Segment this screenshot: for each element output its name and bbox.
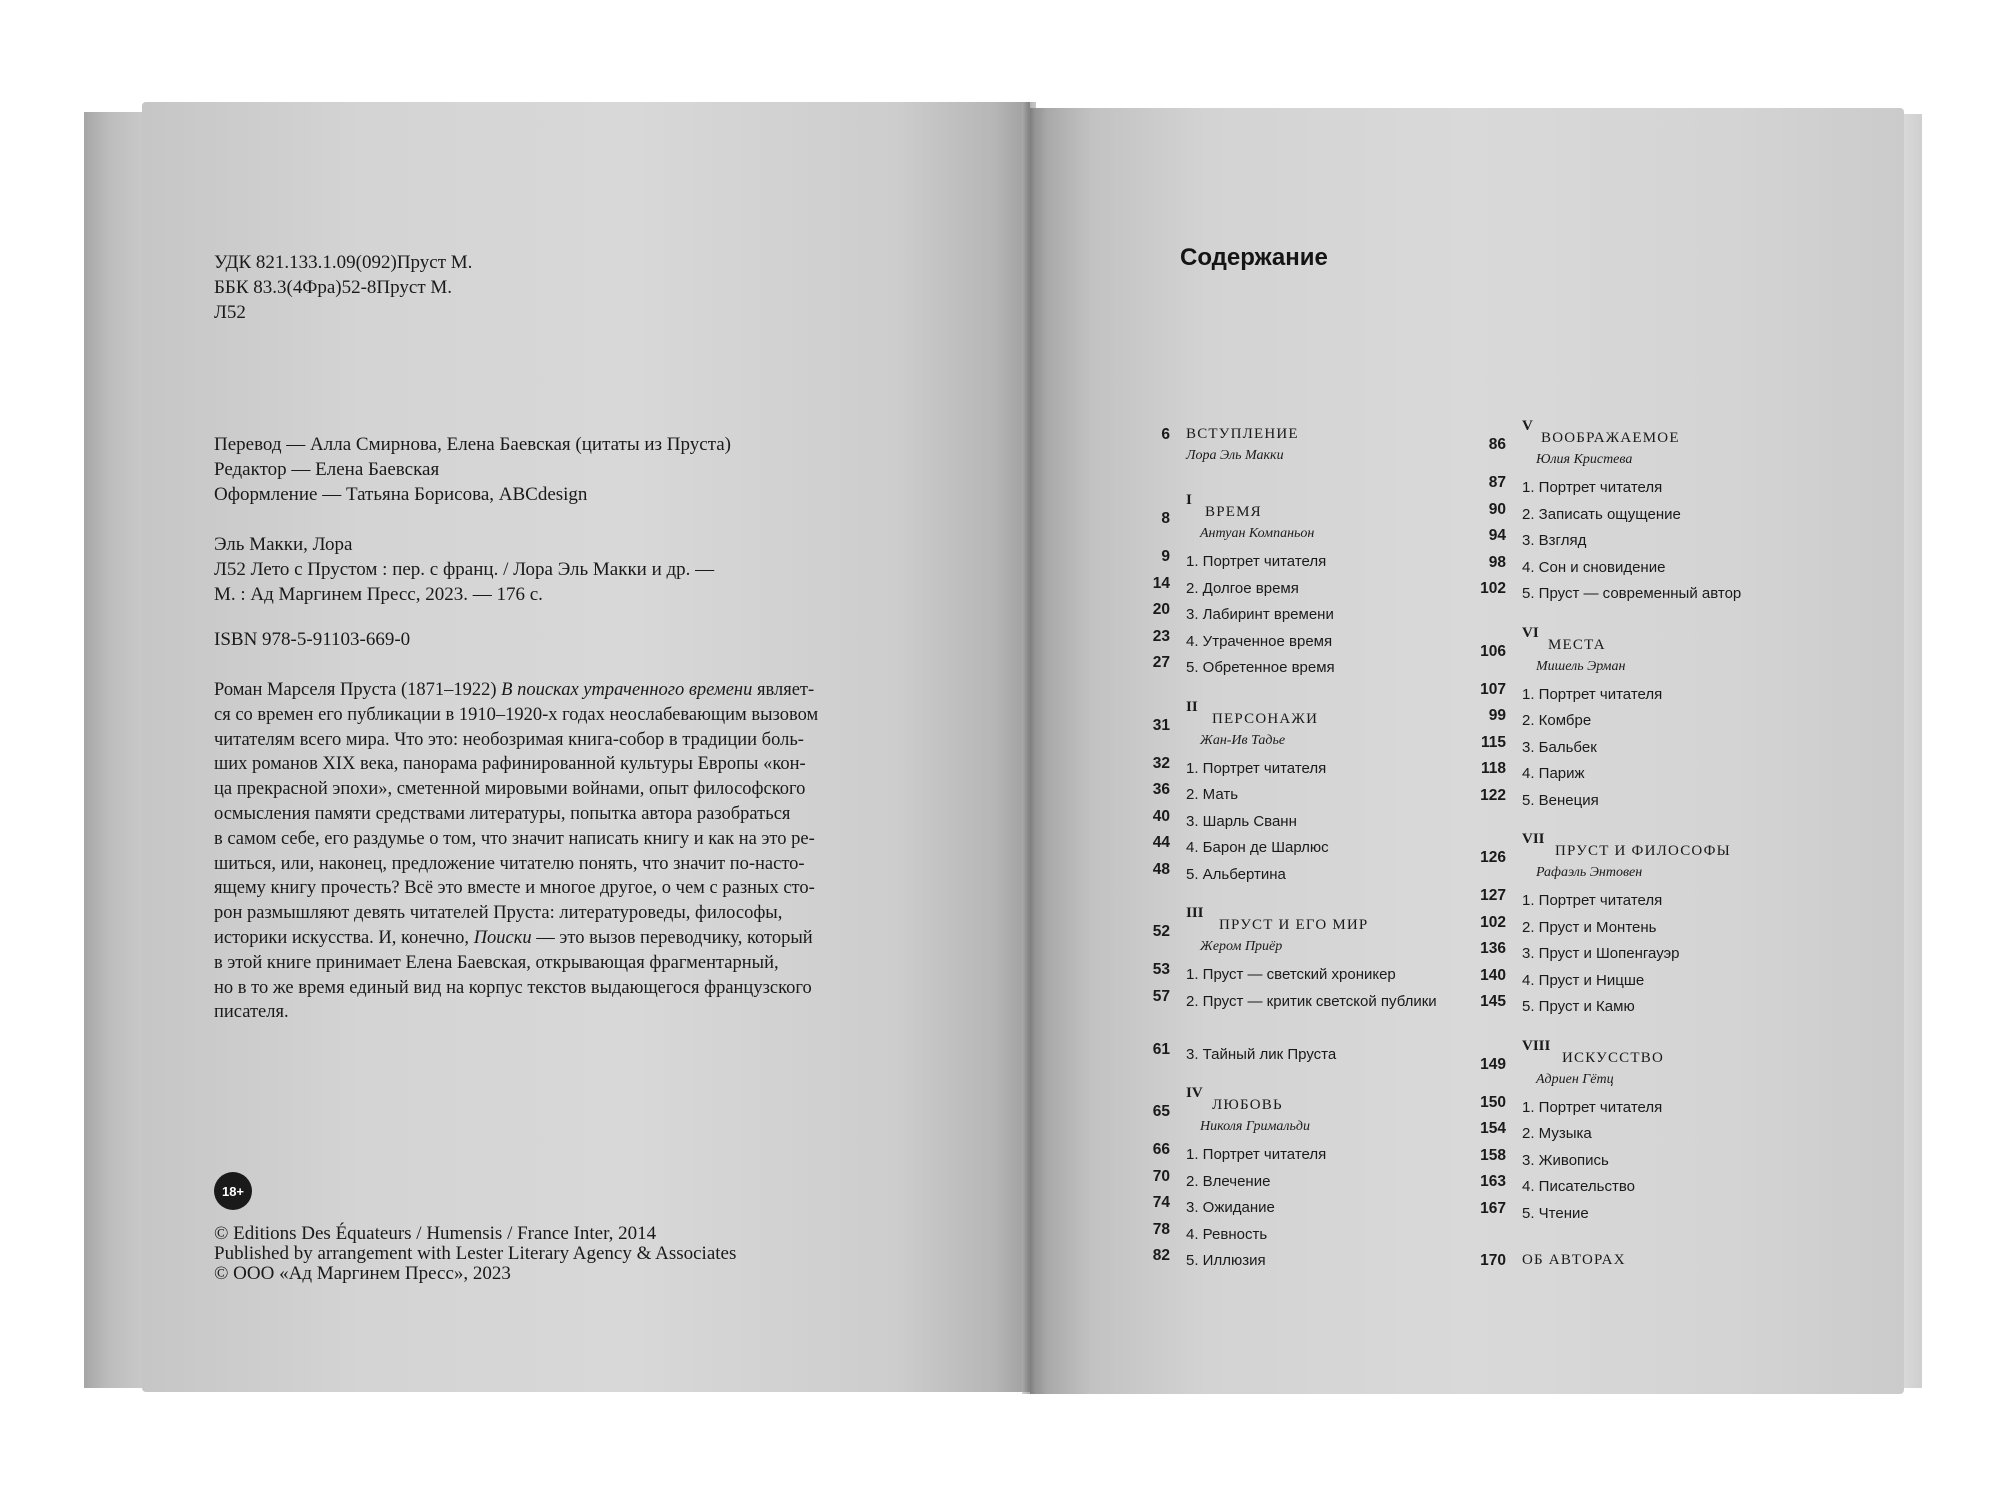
toc-entry-page-number: 150 bbox=[1480, 1093, 1506, 1111]
toc-part-heading bbox=[1476, 418, 1806, 474]
toc-entry bbox=[1476, 993, 1806, 1020]
toc-entry bbox=[1140, 781, 1480, 808]
toc-entry-title: 2. Мать bbox=[1186, 786, 1239, 803]
toc-page-number: 8 bbox=[1161, 510, 1170, 527]
toc-entry-page-number: 107 bbox=[1480, 680, 1506, 698]
copyright-line: Published by arrangement with Lester Literary Agency & Associates bbox=[214, 1243, 737, 1264]
toc-entry-title: 1. Портрет читателя bbox=[1522, 1098, 1663, 1116]
toc-entry-page-number: 154 bbox=[1480, 1120, 1506, 1137]
toc-entry bbox=[1140, 1168, 1480, 1195]
toc-part-title: МЕСТА bbox=[1548, 636, 1606, 653]
toc-entry-page-number: 127 bbox=[1480, 887, 1506, 904]
toc-entry-title: 5. Венеция bbox=[1522, 791, 1599, 809]
toc-entry-page-number: 36 bbox=[1152, 781, 1170, 798]
annotation-line: ся со времен его публикации в 1910–1920-х годах неослабевающим вызовом bbox=[214, 704, 819, 725]
toc-part-title: ОБ АВТОРАХ bbox=[1522, 1252, 1626, 1268]
toc-entry bbox=[1476, 580, 1806, 607]
toc-entry-title: 3. Шарль Сванн bbox=[1186, 812, 1297, 830]
author-mark-line: Л52 bbox=[214, 302, 246, 323]
toc-page-number: 86 bbox=[1488, 436, 1506, 453]
toc-entry bbox=[1140, 1247, 1480, 1274]
bbk-line: ББК 83.3(4Фра)52-8Пруст М. bbox=[214, 277, 453, 298]
toc-part-author: Антуан Компаньон bbox=[1200, 526, 1315, 541]
toc-entry-title: 1. Пруст — светский хроникер bbox=[1186, 966, 1396, 983]
toc-entry bbox=[1476, 914, 1806, 941]
toc-part bbox=[1476, 624, 1806, 814]
toc-part bbox=[1140, 1085, 1480, 1274]
toc-entry-page-number: 90 bbox=[1488, 500, 1506, 518]
toc-entry-page-number: 48 bbox=[1152, 860, 1170, 878]
copyright-line: © ООО «Ад Маргинем Пресс», 2023 bbox=[214, 1263, 511, 1284]
toc-part-author: Николя Гримальди bbox=[1200, 1119, 1310, 1134]
toc-entry bbox=[1140, 575, 1480, 602]
toc-entry-title: 1. Портрет читателя bbox=[1522, 892, 1663, 909]
editor-line: Редактор — Елена Баевская bbox=[214, 459, 440, 480]
right-page bbox=[1030, 108, 1904, 1394]
toc-entry-title: 1. Портрет читателя bbox=[1186, 1146, 1327, 1163]
toc-entry bbox=[1140, 755, 1480, 782]
toc-entry-title: 5. Иллюзия bbox=[1186, 1252, 1266, 1269]
toc-entry-title: 1. Портрет читателя bbox=[1186, 759, 1327, 777]
udk-line: УДК 821.133.1.09(092)Пруст М. bbox=[214, 252, 473, 273]
toc-part-heading bbox=[1140, 698, 1480, 755]
annotation-text: — это вызов переводчику, который bbox=[531, 927, 813, 948]
annotation-line: осмысления памяти средствами литературы, попытка автора разобраться bbox=[214, 803, 791, 824]
toc-entry-page-number: 94 bbox=[1488, 527, 1506, 544]
toc-entry bbox=[1476, 554, 1806, 581]
toc-entry bbox=[1476, 1094, 1806, 1121]
toc-entry-page-number: 136 bbox=[1480, 940, 1506, 957]
toc-part-author: Рафаэль Энтовен bbox=[1536, 865, 1643, 880]
toc-entry bbox=[1140, 961, 1480, 988]
toc-entry-page-number: 99 bbox=[1488, 707, 1506, 724]
toc-part bbox=[1140, 426, 1480, 474]
toc-entry bbox=[1140, 1194, 1480, 1221]
toc-entry bbox=[1140, 601, 1480, 628]
toc-entry bbox=[1140, 1041, 1480, 1068]
toc-part-title: ВРЕМЯ bbox=[1205, 504, 1262, 520]
toc-part-heading bbox=[1476, 1037, 1806, 1094]
toc-entry bbox=[1140, 1141, 1480, 1168]
toc-entry bbox=[1476, 527, 1806, 554]
bibliographic-block bbox=[214, 532, 714, 607]
age-rating-badge: 18+ bbox=[214, 1172, 252, 1210]
toc-part-numeral: IV bbox=[1186, 1085, 1203, 1101]
toc-page-number: 106 bbox=[1480, 642, 1506, 660]
toc-part-title: ИСКУССТВО bbox=[1562, 1049, 1664, 1066]
toc-page-number: 52 bbox=[1152, 923, 1170, 940]
toc-entry-page-number: 122 bbox=[1480, 786, 1506, 804]
toc-entry bbox=[1476, 1120, 1806, 1147]
toc-part-title: ПРУСТ И ЕГО МИР bbox=[1219, 917, 1369, 933]
toc-entry-title: 5. Альбертина bbox=[1186, 865, 1286, 883]
toc-entry-page-number: 66 bbox=[1152, 1141, 1170, 1158]
toc-part-numeral: VI bbox=[1522, 624, 1539, 641]
toc-part-author: Жером Приёр bbox=[1200, 939, 1283, 954]
toc-entry bbox=[1140, 654, 1480, 681]
toc-entry bbox=[1476, 887, 1806, 914]
book-spine bbox=[1022, 102, 1036, 1394]
annotation-text: историки искусства. И, конечно, bbox=[214, 927, 474, 948]
toc-entry-title: 4. Париж bbox=[1522, 765, 1585, 782]
toc-entry-page-number: 78 bbox=[1152, 1220, 1170, 1238]
poiski-italic: Поиски bbox=[473, 927, 532, 948]
toc-entry-title: 2. Долгое время bbox=[1186, 579, 1299, 597]
toc-part-heading bbox=[1476, 624, 1806, 681]
toc-part bbox=[1476, 1037, 1806, 1227]
toc-entry bbox=[1140, 861, 1480, 888]
toc-entry-title: 2. Записать ощущение bbox=[1522, 505, 1681, 523]
toc-part-numeral: III bbox=[1186, 905, 1204, 921]
toc-entry-page-number: 32 bbox=[1152, 754, 1170, 772]
annotation-text: Роман Марселя Пруста (1871–1922) bbox=[214, 680, 502, 700]
annotation-line: ших романов XIX века, панорама рафинированной культуры Европы «кон- bbox=[214, 754, 806, 775]
annotation-line bbox=[214, 678, 866, 703]
toc-entry-title: 3. Тайный лик Пруста bbox=[1186, 1045, 1337, 1063]
toc-entry-page-number: 53 bbox=[1152, 961, 1170, 978]
toc-part-title: ВСТУПЛЕНИЕ bbox=[1186, 426, 1299, 442]
toc-entry bbox=[1140, 548, 1480, 575]
annotation-line: рон размышляют девять читателей Пруста: литературоведы, философы, bbox=[214, 903, 783, 924]
toc-part-numeral: I bbox=[1186, 492, 1192, 508]
copyright-line: © Editions Des Équateurs / Humensis / France Inter, 2014 bbox=[214, 1223, 657, 1244]
toc-part-numeral: VII bbox=[1522, 831, 1545, 847]
toc-entry-title: 3. Лабиринт времени bbox=[1186, 606, 1334, 623]
toc-entry-page-number: 140 bbox=[1480, 966, 1506, 984]
toc-entry-page-number: 9 bbox=[1161, 548, 1170, 565]
toc-entry bbox=[1476, 787, 1806, 814]
toc-part-title: ПЕРСОНАЖИ bbox=[1212, 710, 1319, 727]
toc-entry bbox=[1140, 628, 1480, 655]
toc-part-title: ЛЮБОВЬ bbox=[1212, 1097, 1283, 1113]
toc-entry-title: 3. Бальбек bbox=[1522, 738, 1597, 756]
toc-entry-title: 3. Взгляд bbox=[1522, 532, 1587, 549]
toc-part-author: Адриен Гётц bbox=[1536, 1071, 1614, 1087]
toc-page-number: 6 bbox=[1161, 426, 1170, 443]
toc-entry-page-number: 44 bbox=[1152, 834, 1170, 851]
annotation-line: шиться, или, наконец, предложение читателю понять, что значит по-насто- bbox=[214, 853, 805, 874]
bib-title: Л52 Лето с Прустом : пер. с франц. / Лора Эль Макки и др. — bbox=[214, 559, 715, 580]
toc-entry bbox=[1476, 707, 1806, 734]
toc-entry-page-number: 14 bbox=[1152, 574, 1170, 592]
toc-about-authors bbox=[1476, 1252, 1806, 1278]
toc-entry bbox=[1476, 940, 1806, 967]
toc-part-heading bbox=[1140, 426, 1480, 474]
toc-entry-page-number: 61 bbox=[1152, 1040, 1170, 1058]
toc-entry-title: 2. Влечение bbox=[1186, 1172, 1271, 1190]
toc-entry bbox=[1476, 474, 1806, 501]
toc-entry-page-number: 87 bbox=[1488, 474, 1506, 491]
toc-entry-title: 3. Ожидание bbox=[1186, 1199, 1275, 1216]
toc-entry-page-number: 27 bbox=[1152, 654, 1170, 671]
toc-entry-title: 2. Комбре bbox=[1522, 712, 1592, 729]
toc-entry-page-number: 158 bbox=[1480, 1146, 1506, 1164]
toc-part-author: Жан-Ив Тадье bbox=[1200, 732, 1286, 748]
toc-entry bbox=[1476, 1147, 1806, 1174]
annotation-line: в этой книге принимает Елена Баевская, открывающая фрагментарный, bbox=[214, 952, 779, 973]
toc-entry-page-number: 167 bbox=[1480, 1199, 1506, 1217]
design-line: Оформление — Татьяна Борисова, ABCdesign bbox=[214, 484, 588, 505]
book-title-italic: В поисках утраченного времени bbox=[501, 680, 753, 700]
annotation-text: являет- bbox=[752, 680, 815, 700]
page-stack-left bbox=[84, 112, 144, 1388]
toc-entry-title: 2. Пруст — критик светской публики bbox=[1186, 992, 1437, 1010]
toc-part bbox=[1140, 698, 1480, 888]
toc-part bbox=[1476, 418, 1806, 607]
toc-entry-title: 1. Портрет читателя bbox=[1522, 685, 1663, 703]
toc-part bbox=[1476, 831, 1806, 1020]
toc-part bbox=[1140, 492, 1480, 681]
toc-entry-page-number: 145 bbox=[1480, 993, 1506, 1010]
annotation-line: но в то же время единый вид на корпус текстов выдающегося французского bbox=[214, 977, 812, 998]
toc-part-author: Юлия Кристева bbox=[1536, 452, 1633, 467]
toc-page-number: 126 bbox=[1480, 849, 1506, 866]
isbn: ISBN 978-5-91103-669-0 bbox=[214, 629, 411, 650]
toc-page-number: 149 bbox=[1480, 1055, 1506, 1073]
toc-entry-page-number: 57 bbox=[1152, 987, 1170, 1005]
annotation bbox=[214, 678, 866, 1025]
toc-entry-title: 4. Барон де Шарлюс bbox=[1186, 839, 1329, 856]
toc-part-numeral: II bbox=[1186, 698, 1198, 715]
toc-entry-page-number: 102 bbox=[1480, 580, 1506, 597]
toc-page-number: 170 bbox=[1480, 1252, 1506, 1269]
toc-entry-page-number: 118 bbox=[1480, 760, 1506, 777]
left-page bbox=[142, 102, 1030, 1392]
toc-entry-title: 4. Утраченное время bbox=[1186, 632, 1333, 650]
toc-entry-page-number: 102 bbox=[1480, 913, 1506, 931]
toc-entry bbox=[1476, 1173, 1806, 1200]
toc-entry bbox=[1476, 681, 1806, 708]
toc-part-heading bbox=[1140, 905, 1480, 961]
toc-entry-title: 3. Живопись bbox=[1522, 1151, 1609, 1169]
toc-part-heading bbox=[1140, 1085, 1480, 1141]
toc-part-numeral: V bbox=[1522, 418, 1533, 434]
toc-entry-page-number: 115 bbox=[1480, 733, 1506, 751]
toc-entry bbox=[1476, 501, 1806, 528]
toc-page-number: 65 bbox=[1152, 1103, 1170, 1120]
toc-entry-title: 4. Сон и сновидение bbox=[1522, 558, 1666, 576]
annotation-line bbox=[214, 926, 866, 951]
toc-entry-title: 5. Пруст и Камю bbox=[1522, 998, 1635, 1015]
toc-entry-page-number: 163 bbox=[1480, 1173, 1506, 1190]
annotation-line: ящему книгу прочесть? Всё это вместе и многое другое, о чем с разных сто- bbox=[214, 878, 815, 899]
toc-entry-title: 1. Портрет читателя bbox=[1186, 553, 1327, 570]
toc-entry-page-number: 98 bbox=[1488, 553, 1506, 571]
toc-entry bbox=[1140, 988, 1480, 1041]
toc-entry-page-number: 70 bbox=[1152, 1167, 1170, 1185]
toc-entry bbox=[1140, 834, 1480, 861]
toc-page-number: 31 bbox=[1152, 716, 1170, 734]
annotation-line: ца прекрасной эпохи», сметенной мировыми войнами, опыт философского bbox=[214, 779, 806, 800]
toc-entry-title: 3. Пруст и Шопенгауэр bbox=[1522, 945, 1680, 962]
toc-part-title: ВООБРАЖАЕМОЕ bbox=[1541, 430, 1680, 446]
toc-entry bbox=[1476, 760, 1806, 787]
toc-entry-title: 5. Чтение bbox=[1522, 1204, 1589, 1222]
toc-entry bbox=[1140, 1221, 1480, 1248]
annotation-line: писателя. bbox=[214, 1002, 289, 1023]
toc-entry-title: 1. Портрет читателя bbox=[1522, 479, 1663, 496]
toc-entry-page-number: 82 bbox=[1152, 1247, 1170, 1264]
translator-line: Перевод — Алла Смирнова, Елена Баевская (цитаты из Пруста) bbox=[214, 434, 731, 455]
toc-entry bbox=[1476, 1200, 1806, 1227]
bib-author: Эль Макки, Лора bbox=[214, 534, 353, 555]
credits-block bbox=[214, 432, 731, 507]
toc-part-title: ПРУСТ И ФИЛОСОФЫ bbox=[1555, 843, 1731, 859]
toc-part-heading bbox=[1476, 831, 1806, 887]
toc-entry-title: 5. Обретенное время bbox=[1186, 659, 1335, 676]
udk-block bbox=[214, 250, 472, 325]
toc-entry-title: 4. Ревность bbox=[1186, 1225, 1268, 1243]
toc-title: Содержание bbox=[1180, 244, 1328, 271]
annotation-line: в самом себе, его раздумье о том, что значит написать книгу и как на это ре- bbox=[214, 828, 815, 849]
bib-publisher: М. : Ад Маргинем Пресс, 2023. — 176 с. bbox=[214, 584, 543, 605]
toc-part-heading bbox=[1140, 492, 1480, 548]
toc-column-1 bbox=[1140, 426, 1480, 1300]
toc-part bbox=[1140, 905, 1480, 1067]
toc-entry-title: 5. Пруст — современный автор bbox=[1522, 585, 1742, 602]
toc-part-author: Мишель Эрман bbox=[1536, 658, 1626, 674]
annotation-line: читателям всего мира. Что это: необозримая книга-собор в традиции боль- bbox=[214, 729, 804, 750]
toc-part-author: Лора Эль Макки bbox=[1186, 448, 1284, 463]
toc-entry-title: 2. Пруст и Монтень bbox=[1522, 918, 1657, 936]
toc-entry-page-number: 20 bbox=[1152, 601, 1170, 618]
toc-column-2 bbox=[1476, 418, 1806, 1278]
toc-entry-page-number: 40 bbox=[1152, 807, 1170, 825]
toc-entry bbox=[1476, 967, 1806, 994]
toc-entry-title: 4. Писательство bbox=[1522, 1178, 1635, 1195]
copyright-block bbox=[214, 1224, 736, 1284]
toc-entry-title: 2. Музыка bbox=[1522, 1125, 1592, 1142]
toc-entry-page-number: 74 bbox=[1152, 1194, 1170, 1211]
toc-part-numeral: VIII bbox=[1522, 1037, 1551, 1054]
toc-entry-title: 4. Пруст и Ницше bbox=[1522, 971, 1645, 989]
toc-entry bbox=[1476, 734, 1806, 761]
toc-entry-page-number: 23 bbox=[1152, 627, 1170, 645]
toc-entry bbox=[1140, 808, 1480, 835]
